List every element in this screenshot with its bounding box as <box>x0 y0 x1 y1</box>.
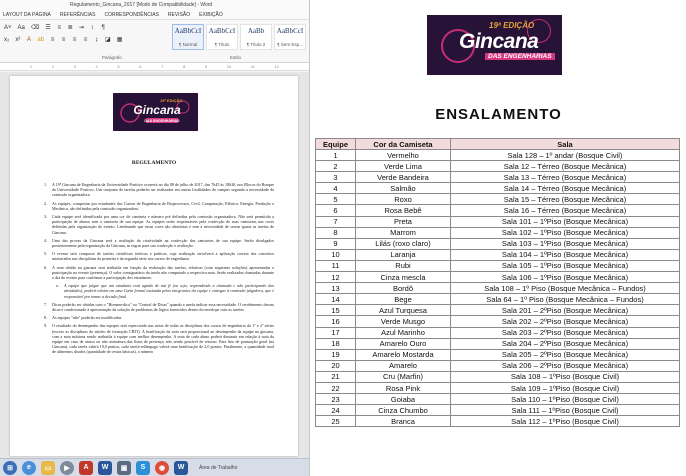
cell-cor: Lilás (roxo claro) <box>356 238 451 249</box>
cell-equipe: 7 <box>316 216 356 227</box>
table-row <box>316 371 680 382</box>
cell-cor: Rosa Bebê <box>356 205 451 216</box>
cell-sala: Sala 206 – 2ºPiso (Bosque Mecânica) <box>451 360 680 371</box>
document-paragraph <box>44 182 274 198</box>
cell-sala: Sala 103 – 1ºPiso (Bosque Mecânica) <box>451 238 680 249</box>
align-left-icon[interactable]: ≡ <box>50 36 55 43</box>
numbering-icon[interactable]: ≡ <box>57 24 61 31</box>
cell-equipe: 21 <box>316 371 356 382</box>
ribbon <box>0 20 309 63</box>
table-row <box>316 227 680 238</box>
cell-equipe: 17 <box>316 327 356 338</box>
table-row <box>316 382 680 393</box>
clear-format-icon[interactable]: ⌫ <box>30 25 40 31</box>
styles-gallery <box>172 24 306 50</box>
cell-equipe: 18 <box>316 338 356 349</box>
cell-equipe: 22 <box>316 382 356 393</box>
document-paragraph <box>44 265 274 281</box>
superscript-icon[interactable]: x² <box>15 36 21 43</box>
cell-cor: Amarelo <box>356 360 451 371</box>
banner-engenharias: DAS ENGENHARIAS <box>485 53 555 60</box>
cell-sala: Sala 204 – 2ºPiso (Bosque Mecânica) <box>451 338 680 349</box>
ribbon-tabs <box>0 10 309 20</box>
table-row <box>316 249 680 260</box>
cell-equipe: 20 <box>316 360 356 371</box>
cell-cor: Cru (Marfin) <box>356 371 451 382</box>
document-banner-image <box>113 93 198 131</box>
subitem-number: a. <box>56 283 59 289</box>
page-heading: ENSALAMENTO <box>435 106 562 123</box>
cell-cor: Verde Bandeira <box>356 172 451 183</box>
cell-equipe: 5 <box>316 194 356 205</box>
banner-edition: 19ª EDIÇÃO <box>489 21 535 30</box>
ribbon-tab[interactable]: CORRESPONDÊNCIAS <box>104 11 159 18</box>
align-right-icon[interactable]: ≡ <box>72 36 77 43</box>
cell-equipe: 11 <box>316 260 356 271</box>
multilevel-icon[interactable]: ≣ <box>67 25 73 31</box>
cell-sala: Sala 16 – Térreo (Bosque Mecânica) <box>451 205 680 216</box>
cell-sala: Sala 111 – 1ºPiso (Bosque Civil) <box>451 405 680 416</box>
cell-cor: Laranja <box>356 249 451 260</box>
cell-equipe: 1 <box>316 150 356 161</box>
paragraph-number: 9. <box>44 323 48 329</box>
indent-icon[interactable]: ⇥ <box>78 25 84 31</box>
file-explorer-icon[interactable]: ▭ <box>41 461 55 475</box>
shading-icon[interactable]: ◪ <box>105 37 111 43</box>
document-paragraph <box>44 201 274 211</box>
ensalamento-panel <box>311 0 686 476</box>
cell-cor: Azul Turquesa <box>356 305 451 316</box>
font-size-down-icon[interactable]: A˅ <box>4 24 12 31</box>
table-row <box>316 316 680 327</box>
cell-sala: Sala 202 – 2ºPiso (Bosque Mecânica) <box>451 316 680 327</box>
table-row <box>316 194 680 205</box>
style-option[interactable] <box>274 24 306 50</box>
cell-cor: Branca <box>356 416 451 427</box>
document-area[interactable] <box>0 72 310 458</box>
cell-sala: Sala 105 – 1ºPiso (Bosque Mecânica) <box>451 260 680 271</box>
font-controls <box>4 24 106 31</box>
cell-equipe: 10 <box>316 249 356 260</box>
document-page[interactable] <box>10 76 298 456</box>
cell-sala: Sala 102 – 1ºPiso (Bosque Mecânica) <box>451 227 680 238</box>
cell-cor: Rosa Pink <box>356 382 451 393</box>
cell-cor: Amarelo Ouro <box>356 338 451 349</box>
align-center-icon[interactable]: ≡ <box>61 36 66 43</box>
cell-cor: Verde Musgo <box>356 316 451 327</box>
document-body <box>44 182 274 358</box>
cell-cor: Marrom <box>356 227 451 238</box>
subitem-text: A equipe que julgar que um estudante está agindo de má fé (ou seja, respondendo a chamada e não participando das atividades), poderá relatar em uma Carta formal assinada pelos integrantes da equipe e entregar à comissão julgadora, que é responsável por tomar a decisão final. <box>64 283 274 299</box>
bullets-icon[interactable]: ☰ <box>45 25 51 31</box>
word-doc-taskbar-icon[interactable]: W <box>174 461 188 475</box>
cell-equipe: 9 <box>316 238 356 249</box>
paragraph-text: Uma das provas da Gincana será a avaliação da criatividade na confecção das camisetas de sua equipe. Serão divulgados posteriormente pela organização da Gincana, as regras para sua confecção e avaliação. <box>52 237 274 249</box>
cell-equipe: 8 <box>316 227 356 238</box>
table-row <box>316 349 680 360</box>
paragraph-text: A 19ª Gincana de Engenharia da Universidade Positivo ocorrerá no dia 08 de julho de 2017, das 7h45 às 18h30, nos Blocos do Bosque da Universidade Positivo. Um conjunto de tarefas poderão ser realizadas em outras localidades do campus segundo a necessidade da comissão organizadora. <box>52 182 274 198</box>
borders-icon[interactable]: ▦ <box>116 37 123 43</box>
table-row <box>316 216 680 227</box>
table-row <box>316 283 680 294</box>
header-cor: Cor da Camiseta <box>356 139 451 150</box>
cell-equipe: 24 <box>316 405 356 416</box>
table-row <box>316 161 680 172</box>
cell-equipe: 23 <box>316 394 356 405</box>
cell-equipe: 14 <box>316 294 356 305</box>
subscript-icon[interactable]: x₂ <box>4 36 10 43</box>
style-option[interactable] <box>240 24 272 50</box>
cell-equipe: 3 <box>316 172 356 183</box>
banner-gincana: Gincana <box>459 30 539 53</box>
cell-cor: Salmão <box>356 183 451 194</box>
svg-text:DAS ENGENHARIAS: DAS ENGENHARIAS <box>144 119 180 123</box>
document-paragraph <box>44 302 274 312</box>
paragraph-text: As equipes, compostas por estudantes dos Cursos de Engenharia de Bioprocessos, Civil, Computação, Elétrica, Energia, Produção e Mecânica, são definidas pela comissão organizadora. <box>52 200 274 211</box>
cell-cor: Bege <box>356 294 451 305</box>
style-option[interactable] <box>172 24 204 50</box>
ie-browser-icon[interactable]: e <box>22 461 36 475</box>
cell-equipe: 19 <box>316 349 356 360</box>
cell-sala: Sala 14 – Térreo (Bosque Mecânica) <box>451 183 680 194</box>
document-paragraph <box>44 315 274 320</box>
table-row <box>316 238 680 249</box>
table-row <box>316 172 680 183</box>
cell-cor: Cinza mescla <box>356 272 451 283</box>
ribbon-tab[interactable]: LAYOUT DA PÁGINA <box>3 11 51 18</box>
cell-sala: Sala 104 – 1ºPiso (Bosque Mecânica) <box>451 249 680 260</box>
svg-text:Gincana: Gincana <box>133 103 181 117</box>
font-color-icon[interactable]: A <box>26 36 31 43</box>
style-sample: AaBb <box>247 27 265 35</box>
cell-equipe: 25 <box>316 416 356 427</box>
horizontal-ruler[interactable]: 1 2 3 4 5 6 7 8 9 10 11 12 <box>0 63 309 71</box>
cell-sala: Sala 201 – 2ºPiso (Bosque Mecânica) <box>451 305 680 316</box>
paragraph-text: O evento será composto de tarefas científicas teóricas e práticas, cuja realização envolverá a aplicação correta dos conceitos ministrados nas disciplinas da primeira e da segunda série nos cursos de engenharia. <box>52 251 274 262</box>
cell-equipe: 6 <box>316 205 356 216</box>
cell-sala: Sala 203 – 2ºPiso (Bosque Mecânica) <box>451 327 680 338</box>
window-title: Regulamento_Gincana_2017 [Modo de Compatibilidade] - Word <box>70 2 213 8</box>
pdf-reader-icon[interactable]: A <box>79 461 93 475</box>
style-name: ¶ Título <box>214 42 230 47</box>
cell-cor: Azul Marinho <box>356 327 451 338</box>
paragraph-number: 1. <box>44 182 48 187</box>
style-sample: AaBbCcI <box>174 27 202 35</box>
word-window <box>0 0 310 476</box>
cell-sala: Sala 205 – 2ºPiso (Bosque Mecânica) <box>451 349 680 360</box>
start-icon[interactable]: ⊞ <box>3 461 17 475</box>
cell-equipe: 15 <box>316 305 356 316</box>
paragraph-number: 7. <box>44 301 48 307</box>
cell-cor: Verde Lima <box>356 161 451 172</box>
highlight-icon[interactable]: ab <box>37 36 45 43</box>
document-paragraph <box>44 323 274 354</box>
table-row <box>316 405 680 416</box>
style-option[interactable] <box>206 24 238 50</box>
cell-sala: Sala 109 – 1ºPiso (Bosque Civil) <box>451 382 680 393</box>
table-row <box>316 205 680 216</box>
pilcrow-icon[interactable]: ¶ <box>101 24 105 31</box>
cell-sala: Sala 15 – Térreo (Bosque Mecânica) <box>451 194 680 205</box>
table-row <box>316 416 680 427</box>
table-row <box>316 183 680 194</box>
header-equipe: Equipe <box>316 139 356 150</box>
table-row <box>316 150 680 161</box>
cell-equipe: 16 <box>316 316 356 327</box>
justify-icon[interactable]: ≡ <box>83 36 88 43</box>
table-row <box>316 305 680 316</box>
paragraph-number: 4. <box>44 237 48 243</box>
cell-sala: Sala 108 – 1ºPiso (Bosque Civil) <box>451 371 680 382</box>
monitor-app-icon[interactable]: ▣ <box>117 461 131 475</box>
paragraph-number: 5. <box>44 251 48 257</box>
header-sala: Sala <box>451 139 680 150</box>
gincana-banner <box>427 15 562 75</box>
document-paragraph <box>44 251 274 261</box>
desktop-label[interactable]: Área de Trabalho <box>199 464 238 471</box>
cell-sala: Sala 128 – 1º andar (Bosque Civil) <box>451 150 680 161</box>
paragraph-number: 8. <box>44 315 48 321</box>
cell-sala: Sala 12 – Térreo (Bosque Mecânica) <box>451 161 680 172</box>
cell-equipe: 13 <box>316 283 356 294</box>
sort-icon[interactable]: ↕ <box>90 24 94 31</box>
style-sample: AaBbCcI <box>208 27 236 35</box>
cell-equipe: 2 <box>316 161 356 172</box>
cell-cor: Roxo <box>356 194 451 205</box>
skype-icon[interactable]: S <box>136 461 150 475</box>
ribbon-tab[interactable]: REVISÃO <box>167 11 191 18</box>
paragraph-number: 2. <box>44 200 48 206</box>
ribbon-tab[interactable]: EXIBIÇÃO <box>199 11 223 18</box>
style-name: ¶ Normal <box>178 42 198 47</box>
table-row <box>316 327 680 338</box>
word-titlebar <box>0 0 309 10</box>
change-case-icon[interactable]: Aa <box>17 24 25 31</box>
taskbar <box>0 458 310 476</box>
cell-sala: Sala 106 – 1ºPiso (Bosque Mecânica) <box>451 272 680 283</box>
cell-cor: Cinza Chumbo <box>356 405 451 416</box>
cell-sala: Sala 13 – Térreo (Bosque Mecânica) <box>451 172 680 183</box>
paragraph-text: Cada equipe será identificada por uma cor de camiseta e número pré definidas pela comissão organizadora. Não será permitida a participação de alunos sem a camiseta de sua equipe. As equipes serão responsáveis pela confecção de suas camisetas nas cores definidas pela organização do evento. Lembrando que essas cores são aleatórias e sem a necessidade de serem iguais as tarefas de Gincana. <box>52 214 274 235</box>
cell-sala: Sala 108 – 1º Piso (Bosque Mecânica – Fundos) <box>451 283 680 294</box>
document-subitem <box>44 283 274 299</box>
media-player-icon[interactable]: ▶ <box>60 461 74 475</box>
format-controls <box>4 36 122 43</box>
cell-cor: Vermelho <box>356 150 451 161</box>
table-row <box>316 260 680 271</box>
cell-cor: Bordô <box>356 283 451 294</box>
cell-cor: Amarelo Mostarda <box>356 349 451 360</box>
style-sample: AaBbCcI <box>276 27 304 35</box>
table-row <box>316 294 680 305</box>
paragraph-text: A nota obtida na gincana será atribuída em função da realização das tarefas, relativas (com seguintes soluções) apresentadas e participação no evento (presença). O valor consignatário da tarefa não computado a respectiva nota. Serão realizadas chamadas durante o dia do evento para confirmar a participação dos estudantes. <box>52 264 274 281</box>
ribbon-tab[interactable]: REFERÊNCIAS <box>59 11 96 18</box>
table-row <box>316 360 680 371</box>
paragraph-number: 6. <box>44 264 48 270</box>
styles-group-label: Estilo <box>230 55 242 60</box>
document-paragraph <box>44 238 274 248</box>
cell-sala: Sala 110 – 1ºPiso (Bosque Civil) <box>451 394 680 405</box>
cell-sala: Sala 112 – 1ºPiso (Bosque Civil) <box>451 416 680 427</box>
cell-cor: Rubi <box>356 260 451 271</box>
ensalamento-table <box>315 138 680 427</box>
paragraph-group-label: Parágrafo <box>102 55 122 60</box>
cell-equipe: 4 <box>316 183 356 194</box>
document-title: REGULAMENTO <box>131 160 177 166</box>
cell-cor: Preta <box>356 216 451 227</box>
table-row <box>316 394 680 405</box>
paragraph-text: O resultado do desempenho das equipes será repercutido nas notas de todas as disciplinas dos cursos de engenharia do 1º e 2º séries (exceto as disciplinas do núcleo de formação CBTI). A bonificação da nota será proporcional ao desempenho da equipe na gincana, com a nota máxima sendo atribuída à equipe com melhor desempenho. A nota de cada aluno poderá diminuir em relação à nota da equipe em caso de atraso ou não assinatura das listas de presença, não sendo possível de retorno. Para fins de pontuação geral (na Gincana), cada tarefa valerá 10,0 pontos, cada tarefa-relâmpago valerá uma bonificação de 2,0 pontos. Finalmente, a quantidade total de alimentos doados (quantidade de cestas básicas), o número <box>52 323 274 355</box>
table-header-row <box>316 139 680 150</box>
style-name: ¶ Título 2 <box>246 42 266 47</box>
style-name: ¶ Sem Esp... <box>277 42 303 47</box>
cell-cor: Goiaba <box>356 394 451 405</box>
word-app-icon[interactable]: W <box>98 461 112 475</box>
cell-sala: Sala 64 – 1º Piso (Bosque Mecânica – Fundos) <box>451 294 680 305</box>
cell-equipe: 12 <box>316 272 356 283</box>
paragraph-number: 3. <box>44 214 48 220</box>
paragraph-text: As equipes "não" poderão ser modificadas. <box>52 315 123 321</box>
table-row <box>316 272 680 283</box>
cell-sala: Sala 101 – 1ºPiso (Bosque Mecânica) <box>451 216 680 227</box>
paragraph-text: Dicas poderão ser obtidas com o "Homem-dica" ou "Central de Dicas" quando a tarefa indicar essa necessidade. O recebimento dessas dicas é condicionado à apresentação da solução de problemas de lógica fornecidos dentro do envelope com as tarefas. <box>52 301 274 313</box>
svg-text:19ª EDIÇÃO: 19ª EDIÇÃO <box>160 98 183 103</box>
chrome-icon[interactable]: ◉ <box>155 461 169 475</box>
line-spacing-icon[interactable]: ↨ <box>95 36 99 43</box>
document-paragraph <box>44 214 274 235</box>
table-row <box>316 338 680 349</box>
